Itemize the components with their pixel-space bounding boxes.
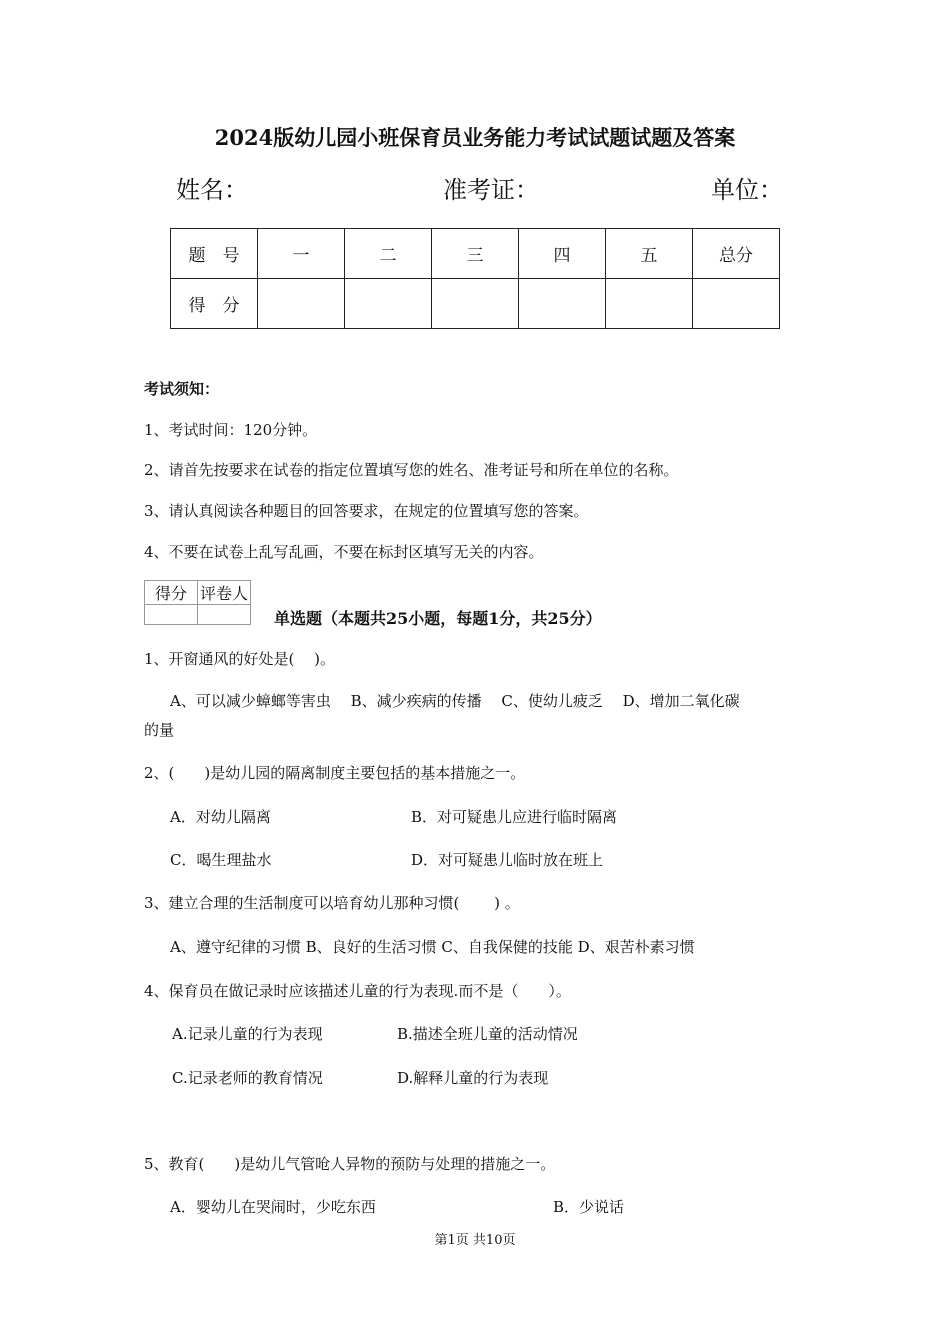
- score-cell[interactable]: [693, 279, 780, 329]
- grader-score-cell[interactable]: [145, 605, 198, 625]
- score-table-header-cell: 题 号: [171, 229, 258, 279]
- question-2-stem: 2、( )是幼儿园的隔离制度主要包括的基本措施之一。: [144, 764, 526, 782]
- notice-item: 2、请首先按要求在试卷的指定位置填写您的姓名、准考证号和所在单位的名称。: [144, 461, 679, 479]
- score-table-header-cell: 三: [432, 229, 519, 279]
- name-field-label: 姓名：: [176, 176, 248, 204]
- question-2-option-b: B．对可疑患儿应进行临时隔离: [411, 808, 618, 826]
- page-title: 2024版幼儿园小班保育员业务能力考试试题试题及答案: [214, 125, 736, 150]
- page-footer: 第1页 共10页: [434, 1233, 516, 1248]
- score-table-header-cell: 总分: [693, 229, 780, 279]
- unit-field-label: 单位：: [711, 176, 783, 204]
- score-table-header-row: [171, 229, 780, 279]
- score-table-header-cell: 四: [519, 229, 606, 279]
- grader-table: [144, 580, 251, 625]
- grader-reviewer-cell[interactable]: [198, 605, 251, 625]
- question-4-option-c: C.记录老师的教育情况: [172, 1069, 323, 1087]
- score-table-score-row: [171, 279, 780, 329]
- notice-item: 1、考试时间：120分钟。: [144, 421, 318, 439]
- section-title: 单选题（本题共25小题，每题1分，共25分）: [274, 609, 602, 628]
- score-table-header-cell: 二: [345, 229, 432, 279]
- notice-item: 3、请认真阅读各种题目的回答要求，在规定的位置填写您的答案。: [144, 502, 589, 520]
- notice-item: 4、不要在试卷上乱写乱画，不要在标封区填写无关的内容。: [144, 543, 544, 561]
- score-cell[interactable]: [519, 279, 606, 329]
- question-1-options: A、可以减少蟑螂等害虫 B、减少疾病的传播 C、使幼儿疲乏 D、增加二氧化碳: [170, 692, 740, 710]
- score-cell[interactable]: [258, 279, 345, 329]
- grader-reviewer-label: 评卷人: [198, 581, 251, 605]
- notice-heading: 考试须知：: [144, 380, 220, 398]
- question-1-options-cont: 的量: [144, 721, 175, 739]
- question-4-option-a: A.记录儿童的行为表现: [172, 1025, 323, 1043]
- score-table-header-cell: 五: [606, 229, 693, 279]
- question-4-option-b: B.描述全班儿童的活动情况: [397, 1025, 578, 1043]
- score-cell[interactable]: [606, 279, 693, 329]
- question-4-stem: 4、保育员在做记录时应该描述儿童的行为表现.而不是（ ）。: [144, 982, 571, 1000]
- score-table: [170, 228, 780, 329]
- exam-id-field-label: 准考证：: [443, 176, 539, 204]
- question-1-stem: 1、开窗通风的好处是( )。: [144, 650, 336, 668]
- score-cell[interactable]: [345, 279, 432, 329]
- question-5-option-b: B．少说话: [553, 1198, 625, 1216]
- score-cell[interactable]: [432, 279, 519, 329]
- score-row-label: 得 分: [171, 279, 258, 329]
- question-3-options: A、遵守纪律的习惯 B、良好的生活习惯 C、自我保健的技能 D、艰苦朴素习惯: [170, 938, 695, 956]
- score-table-header-cell: 一: [258, 229, 345, 279]
- question-5-option-a: A．婴幼儿在哭闹时，少吃东西: [170, 1198, 376, 1216]
- grader-score-label: 得分: [145, 581, 198, 605]
- question-2-option-a: A．对幼儿隔离: [170, 808, 271, 826]
- question-2-option-c: C．喝生理盐水: [170, 851, 272, 869]
- question-5-stem: 5、教育( )是幼儿气管呛人异物的预防与处理的措施之一。: [144, 1155, 556, 1173]
- question-4-option-d: D.解释儿童的行为表现: [397, 1069, 549, 1087]
- question-3-stem: 3、建立合理的生活制度可以培育幼儿那种习惯( ) 。: [144, 894, 520, 912]
- question-2-option-d: D．对可疑患儿临时放在班上: [411, 851, 604, 869]
